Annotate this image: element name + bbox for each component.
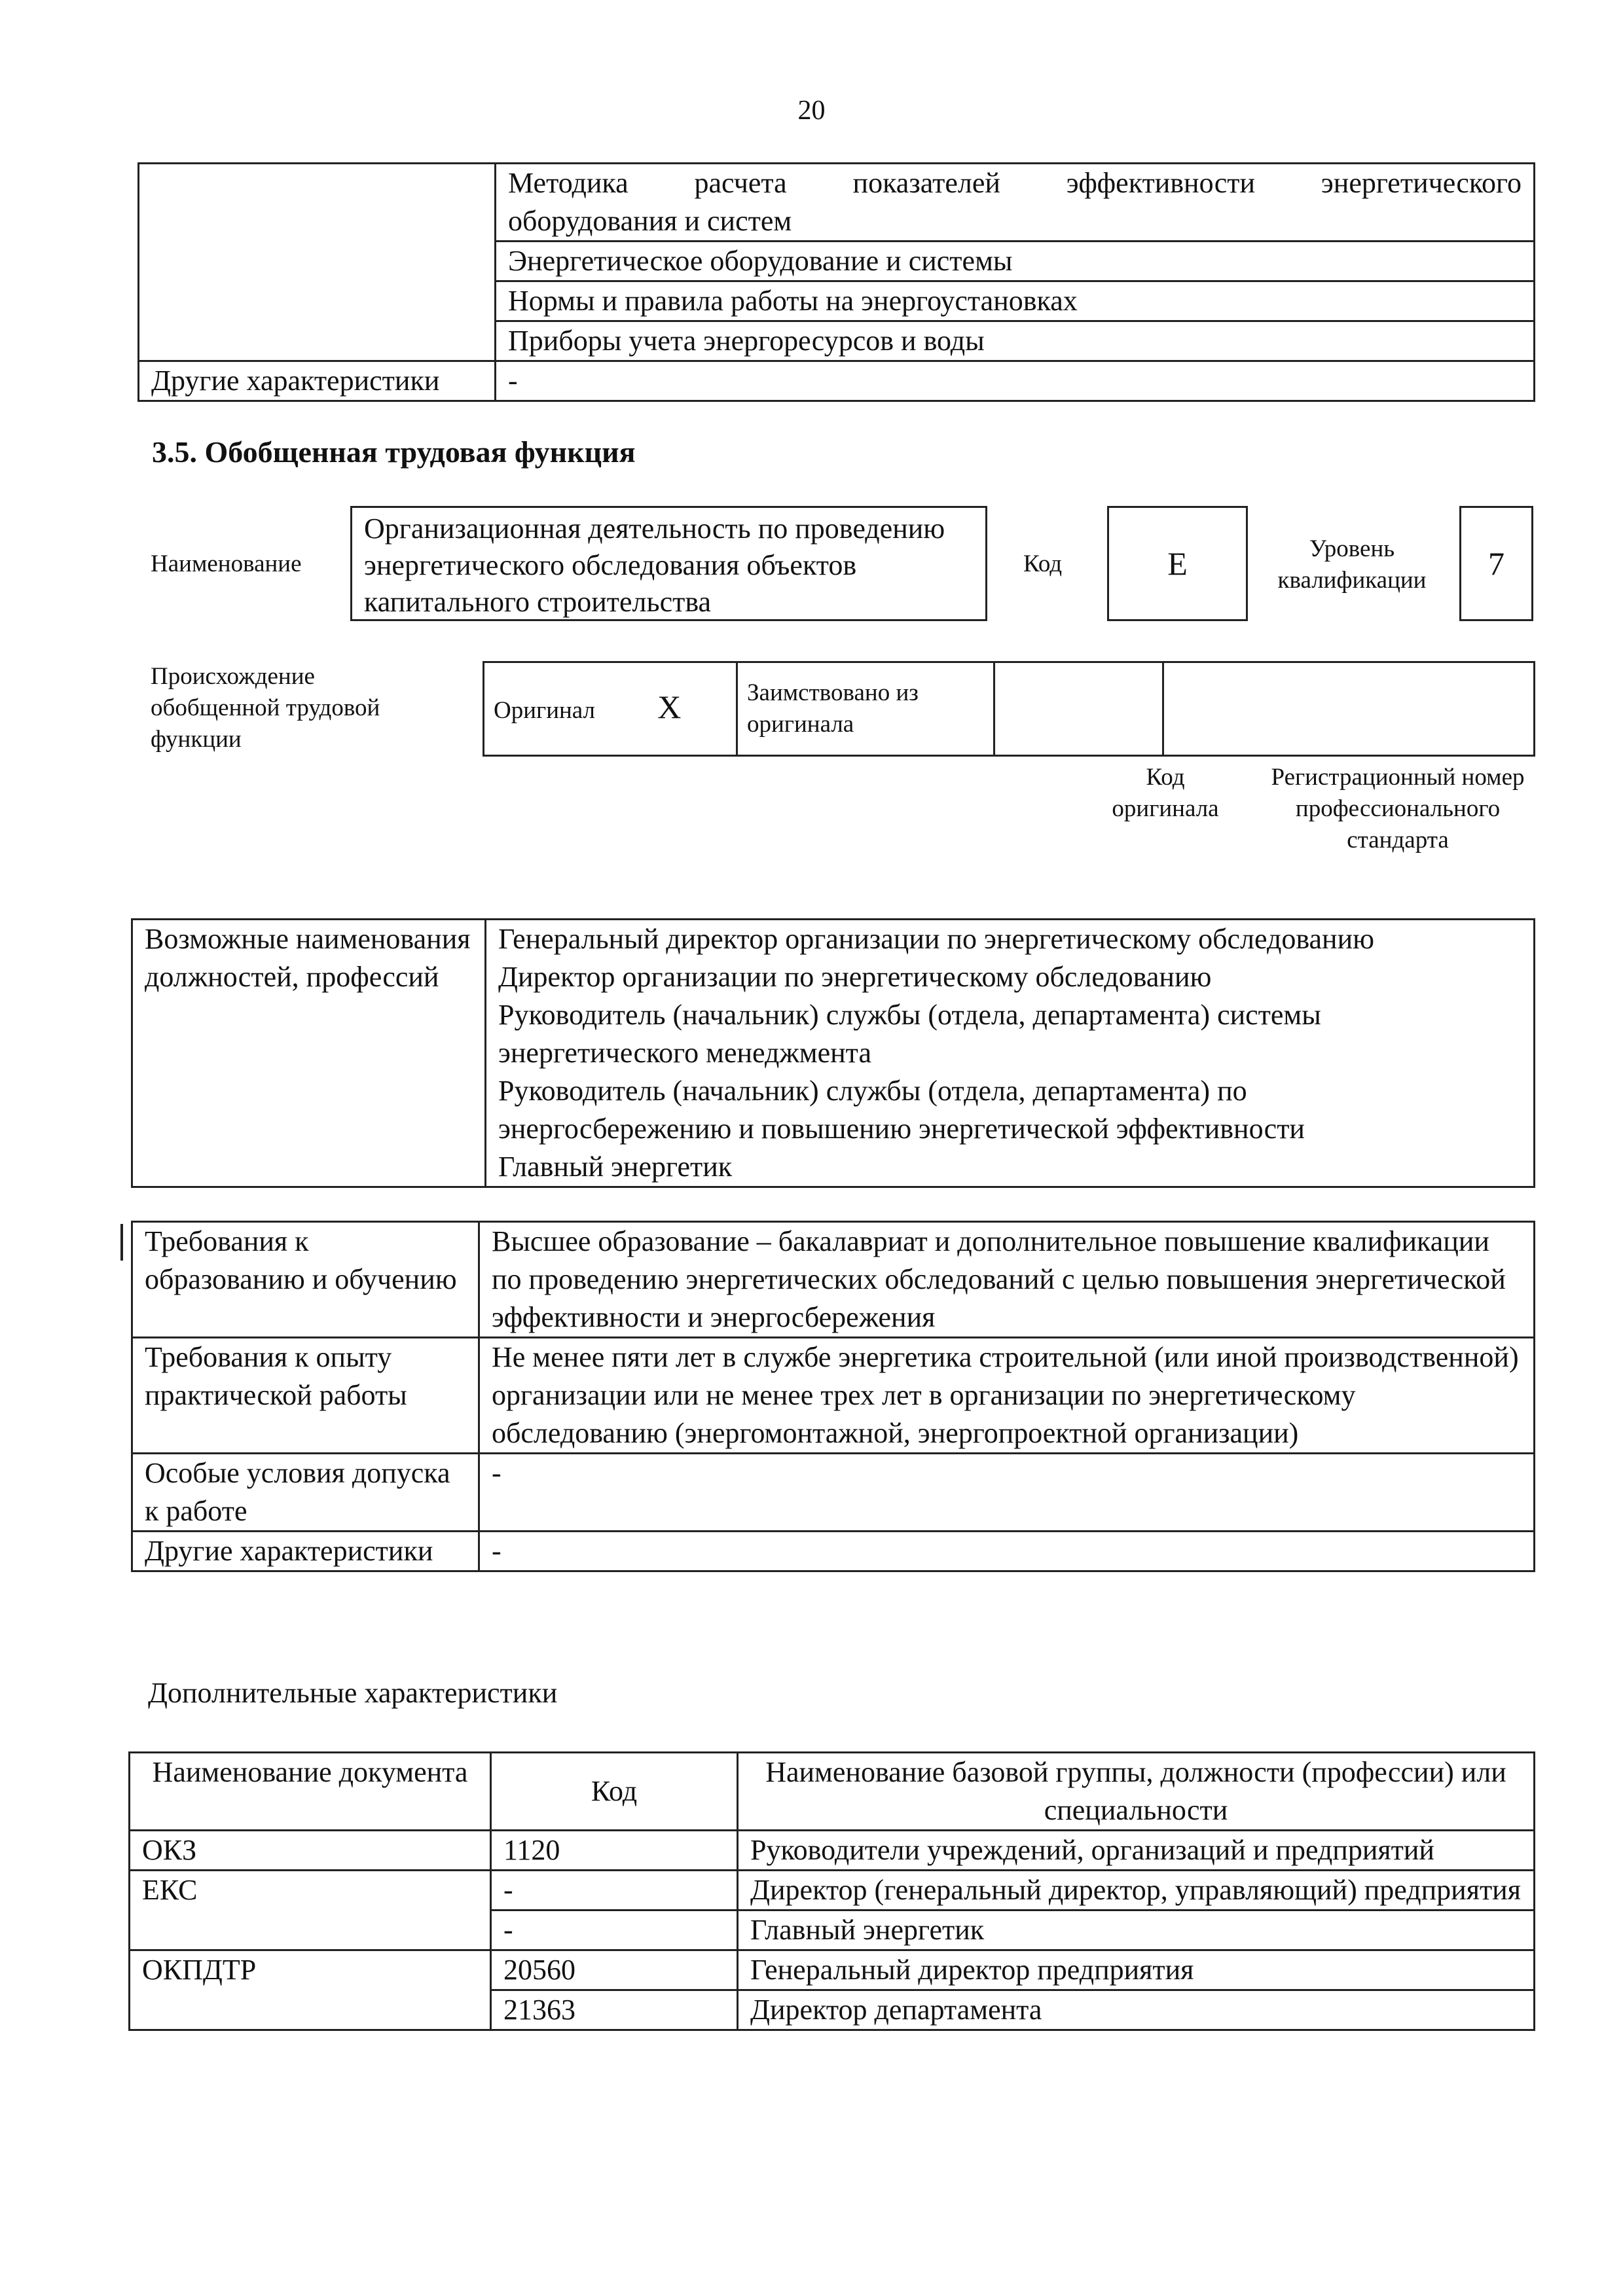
positions-table	[131, 918, 1535, 1188]
origin-original-cell	[484, 662, 737, 756]
table-row	[130, 1831, 1535, 1871]
positions-list	[486, 920, 1535, 1187]
requirements-table	[131, 1221, 1535, 1572]
knowledge-item-line: Методика расчета показателей эффективности энергетического	[508, 167, 1522, 199]
row-code: -	[491, 1910, 738, 1950]
experience-requirements-value: Не менее пяти лет в службе энергетика строительной (или иной производственной) организации или не менее трех лет в организации по энергетическому обследованию (энергомонтажной, энергопроектной организации)	[479, 1338, 1535, 1454]
additional-heading: Дополнительные характеристики	[148, 1677, 558, 1709]
knowledge-table-continuation	[137, 162, 1535, 402]
knowledge-item: Приборы учета энергоресурсов и воды	[496, 321, 1535, 361]
row-name: Генеральный директор предприятия	[738, 1950, 1535, 1990]
position-line: Главный энергетик	[498, 1151, 733, 1183]
row-document: ОКПДТР	[130, 1950, 491, 2030]
origin-code-caption: Код оригинала	[1112, 764, 1219, 822]
additional-table	[128, 1751, 1535, 2031]
knowledge-item-line: оборудования и систем	[508, 205, 792, 237]
qualification-level-label: Уровень квалификации	[1277, 535, 1427, 594]
function-name-box: Организационная деятельность по проведению энергетического обследования объектов капитального строительства	[350, 506, 987, 621]
table-header-row	[130, 1753, 1535, 1831]
row-code: 20560	[491, 1950, 738, 1990]
code-value: E	[1167, 545, 1188, 582]
other-characteristics-label: Другие характеристики	[139, 361, 496, 401]
code-label: Код	[1023, 550, 1063, 577]
origin-label: Происхождение обобщенной трудовой функции	[151, 663, 380, 753]
other-characteristics-value: -	[496, 361, 1535, 401]
margin-mark	[120, 1224, 123, 1261]
qualification-level-box	[1459, 506, 1533, 621]
knowledge-item: Энергетическое оборудование и системы	[496, 242, 1535, 281]
admission-conditions-value: -	[479, 1454, 1535, 1532]
admission-conditions-label: Особые условия допуска к работе	[132, 1454, 479, 1532]
position-line: Руководитель (начальник) службы (отдела, департамента) системы	[498, 999, 1321, 1031]
name-label: Наименование	[151, 550, 302, 577]
qualification-level-value: 7	[1488, 545, 1504, 582]
knowledge-label-cell	[139, 164, 496, 361]
row-document: ЕКС	[130, 1871, 491, 1950]
position-line: Руководитель (начальник) службы (отдела, департамента) по	[498, 1075, 1247, 1107]
code-value-box	[1107, 506, 1248, 621]
other-characteristics-label: Другие характеристики	[132, 1532, 479, 1571]
positions-label: Возможные наименования должностей, профессий	[132, 920, 486, 1187]
row-document: ОКЗ	[130, 1831, 491, 1871]
table-row	[130, 1871, 1535, 1910]
row-name: Главный энергетик	[738, 1910, 1535, 1950]
page-number: 20	[797, 96, 826, 126]
table-row	[130, 1950, 1535, 1990]
education-requirements-label: Требования к образованию и обучению	[132, 1222, 479, 1338]
origin-code-cell	[994, 662, 1163, 756]
other-characteristics-value: -	[479, 1532, 1535, 1571]
row-code: -	[491, 1871, 738, 1910]
position-line: энергетического менеджмента	[498, 1037, 871, 1069]
row-name: Директор департамента	[738, 1990, 1535, 2030]
origin-reg-number-cell	[1163, 662, 1535, 756]
column-header-name: Наименование базовой группы, должности (профессии) или специальности	[738, 1753, 1535, 1831]
origin-reg-caption: Регистрационный номер профессионального стандарта	[1271, 764, 1525, 853]
column-header-document: Наименование документа	[130, 1753, 491, 1831]
origin-original-mark: X	[657, 689, 682, 725]
experience-requirements-label: Требования к опыту практической работы	[132, 1338, 479, 1454]
origin-table	[483, 661, 1535, 757]
knowledge-item	[496, 164, 1535, 242]
origin-borrowed-label: Заимствовано из оригинала	[737, 662, 994, 756]
position-line: Генеральный директор организации по энергетическому обследованию	[498, 923, 1375, 955]
row-code: 1120	[491, 1831, 738, 1871]
row-code: 21363	[491, 1990, 738, 2030]
column-header-code: Код	[491, 1753, 738, 1831]
position-line: Директор организации по энергетическому обследованию	[498, 961, 1212, 993]
section-heading: 3.5. Обобщенная трудовая функция	[152, 435, 636, 469]
position-line: энергосбережению и повышению энергетической эффективности	[498, 1113, 1305, 1145]
knowledge-item: Нормы и правила работы на энергоустановках	[496, 281, 1535, 321]
origin-original-label: Оригинал	[494, 697, 596, 724]
education-requirements-value: Высшее образование – бакалавриат и дополнительное повышение квалификации по проведению энергетических обследований с целью повышения энергетической эффективности и энергосбережения	[479, 1222, 1535, 1338]
row-name: Руководители учреждений, организаций и предприятий	[738, 1831, 1535, 1871]
row-name: Директор (генеральный директор, управляющий) предприятия	[738, 1871, 1535, 1910]
